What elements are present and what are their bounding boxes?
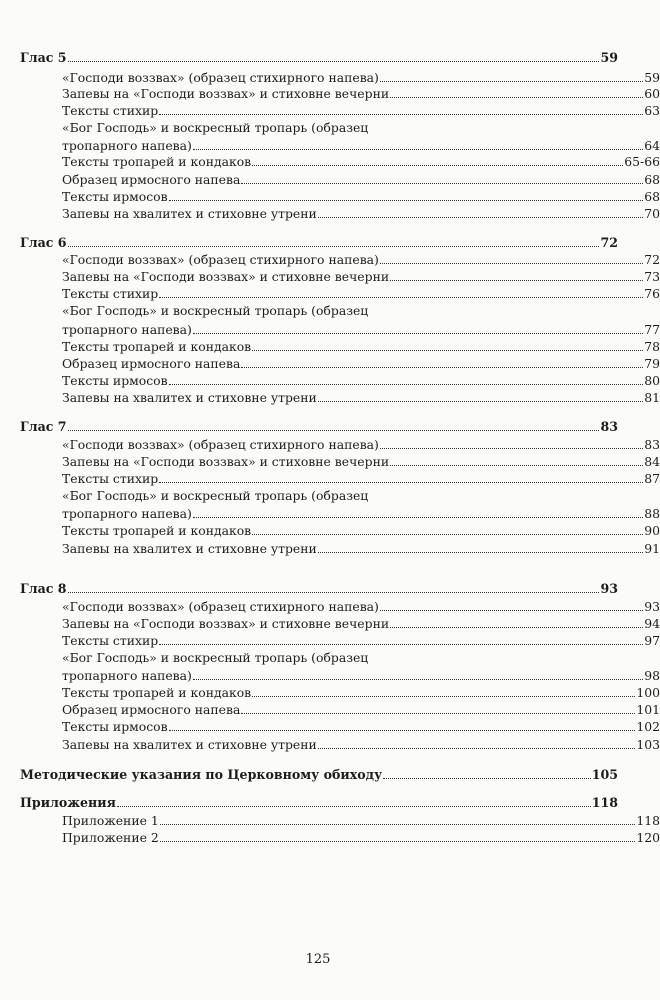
toc-page-number: 68 [644, 172, 660, 187]
dot-leader [159, 643, 643, 645]
toc-label: Тексты стихир [62, 103, 159, 118]
toc-label: «Бог Господь» и воскресный тропарь (образец [62, 488, 369, 503]
toc-label: Запевы на хвалитех и стиховне утрени [62, 390, 317, 405]
toc-label: Тексты тропарей и кондаков [62, 154, 252, 169]
page-number: 125 [305, 952, 331, 967]
toc-page-number: 78 [644, 339, 660, 354]
toc-entry[interactable] [0, 614, 660, 631]
toc-page-number: 88 [644, 506, 660, 521]
toc-entry[interactable] [0, 354, 660, 371]
toc-entry[interactable] [0, 452, 660, 469]
toc-label: Тексты тропарей и кондаков [62, 523, 252, 538]
dot-leader [169, 729, 636, 731]
toc-page-number: 63 [644, 103, 660, 118]
dot-leader [159, 113, 643, 115]
toc-entry[interactable] [0, 267, 660, 284]
toc-page-number: 64 [644, 138, 660, 153]
toc-label: Запевы на хвалитех и стиховне утрени [62, 206, 317, 221]
toc-label: тропарного напева) [62, 506, 192, 521]
dot-leader [252, 533, 643, 535]
toc-label: «Господи воззвах» (образец стихирного напева) [62, 437, 379, 452]
toc-label: «Господи воззвах» (образец стихирного напева) [62, 252, 379, 267]
toc-label: Тексты ирмосов [62, 373, 168, 388]
toc-page-number: 59 [644, 70, 660, 85]
toc-label: Тексты стихир [62, 286, 159, 301]
toc-page-number: 77 [644, 322, 660, 337]
toc-page-number: 94 [644, 616, 660, 631]
toc-label: Глас 6 [20, 235, 67, 250]
toc-page-number: 76 [644, 286, 660, 301]
toc-page-number: 118 [591, 795, 618, 810]
dot-leader [318, 747, 636, 749]
toc-entry[interactable] [0, 388, 660, 405]
toc-entry[interactable] [0, 683, 660, 700]
dot-leader [241, 712, 635, 714]
toc-page-number: 90 [644, 523, 660, 538]
dot-leader [252, 695, 635, 697]
dot-leader [390, 464, 643, 466]
toc-heading[interactable] [0, 579, 618, 596]
toc-page-number: 79 [644, 356, 660, 371]
dot-leader [159, 296, 643, 298]
toc-label: «Господи воззвах» (образец стихирного напева) [62, 599, 379, 614]
toc-label: Запевы на хвалитех и стиховне утрени [62, 541, 317, 556]
toc-label: Тексты тропарей и кондаков [62, 339, 252, 354]
toc-page-number: 83 [600, 419, 618, 434]
toc-entry[interactable] [0, 152, 660, 169]
toc-heading[interactable] [0, 233, 618, 250]
dot-leader [68, 60, 600, 62]
dot-leader [383, 777, 591, 779]
toc-heading[interactable] [0, 765, 618, 782]
dot-leader [390, 96, 643, 98]
toc-entry[interactable] [0, 648, 660, 665]
toc-entry[interactable] [0, 735, 660, 752]
toc-entry[interactable] [0, 301, 660, 318]
toc-page-number: 101 [636, 702, 660, 717]
dot-leader [390, 279, 643, 281]
toc-page-number: 87 [644, 471, 660, 486]
dot-leader [160, 840, 636, 842]
toc-page-number: 70 [644, 206, 660, 221]
toc-label: Глас 5 [20, 50, 67, 65]
dot-leader [159, 481, 643, 483]
toc-page-number: 102 [636, 719, 660, 734]
dot-leader [169, 199, 644, 201]
dot-leader [241, 182, 643, 184]
toc-label: Тексты стихир [62, 633, 159, 648]
toc-entry[interactable] [0, 486, 660, 503]
toc-entry[interactable] [0, 84, 660, 101]
dot-leader [380, 447, 643, 449]
toc-heading[interactable] [0, 48, 618, 65]
toc-label: тропарного напева) [62, 322, 192, 337]
toc-page-number: 100 [636, 685, 660, 700]
dot-leader [193, 148, 643, 150]
dot-leader [380, 262, 643, 264]
toc-heading[interactable] [0, 793, 618, 810]
dot-leader [241, 366, 643, 368]
toc-page-number: 120 [636, 830, 660, 845]
toc-entry[interactable] [0, 320, 660, 337]
dot-leader [193, 678, 643, 680]
toc-page-number: 72 [644, 252, 660, 267]
toc-entry[interactable] [0, 170, 660, 187]
dot-leader [380, 609, 643, 611]
toc-entry[interactable] [0, 828, 660, 845]
dot-leader [252, 164, 623, 166]
toc-entry[interactable] [0, 597, 660, 614]
toc-label: Приложение 2 [62, 830, 159, 845]
toc-entry[interactable] [0, 700, 660, 717]
toc-entry[interactable] [0, 371, 660, 388]
toc-entry[interactable] [0, 469, 660, 486]
toc-label: Запевы на «Господи воззвах» и стиховне вечерни [62, 616, 390, 631]
toc-label: Запевы на «Господи воззвах» и стиховне вечерни [62, 86, 390, 101]
toc-page-number: 103 [636, 737, 660, 752]
toc-entry[interactable] [0, 811, 660, 828]
toc-entry[interactable] [0, 118, 660, 135]
toc-page-number: 118 [636, 813, 660, 828]
toc-label: Методические указания по Церковному обиходу [20, 767, 383, 782]
dot-leader [380, 80, 643, 82]
toc-label: тропарного напева) [62, 668, 192, 683]
dot-leader [169, 383, 644, 385]
toc-entry[interactable] [0, 435, 660, 452]
toc-page-number: 65-66 [624, 154, 660, 169]
dot-leader [390, 626, 643, 628]
toc-label: Запевы на «Господи воззвах» и стиховне вечерни [62, 454, 390, 469]
toc-label: тропарного напева) [62, 138, 192, 153]
dot-leader [318, 216, 643, 218]
dot-leader [193, 332, 643, 334]
toc-page-number: 84 [644, 454, 660, 469]
toc-page-number: 80 [644, 373, 660, 388]
toc-label: Запевы на «Господи воззвах» и стиховне вечерни [62, 269, 390, 284]
toc-label: Приложения [20, 795, 116, 810]
toc-page-number: 72 [600, 235, 618, 250]
toc-label: Глас 7 [20, 419, 67, 434]
toc-label: «Бог Господь» и воскресный тропарь (образец [62, 650, 369, 665]
toc-label: «Бог Господь» и воскресный тропарь (образец [62, 120, 369, 135]
toc-page-number: 98 [644, 668, 660, 683]
toc-label: Запевы на хвалитех и стиховне утрени [62, 737, 317, 752]
dot-leader [193, 516, 643, 518]
toc-page-number: 93 [600, 581, 618, 596]
toc-entry[interactable] [0, 666, 660, 683]
dot-leader [68, 591, 600, 593]
toc-page-number: 81 [644, 390, 660, 405]
toc-page-number: 105 [591, 767, 618, 782]
dot-leader [318, 400, 643, 402]
toc-page-number: 97 [644, 633, 660, 648]
dot-leader [318, 551, 643, 553]
toc-heading[interactable] [0, 417, 618, 434]
toc-label: Тексты стихир [62, 471, 159, 486]
toc-page-number: 83 [644, 437, 660, 452]
toc-page-number: 68 [644, 189, 660, 204]
dot-leader [252, 349, 643, 351]
toc-entry[interactable] [0, 68, 660, 85]
toc-label: Образец ирмосного напева [62, 356, 241, 371]
toc-label: Глас 8 [20, 581, 67, 596]
toc-page-number: 93 [644, 599, 660, 614]
toc-label: Тексты ирмосов [62, 719, 168, 734]
toc-page-number: 60 [644, 86, 660, 101]
toc-entry[interactable] [0, 284, 660, 301]
toc-label: Образец ирмосного напева [62, 702, 241, 717]
toc-label: Образец ирмосного напева [62, 172, 241, 187]
toc-entry[interactable] [0, 717, 660, 734]
dot-leader [117, 805, 591, 807]
dot-leader [160, 823, 636, 825]
toc-page-number: 91 [644, 541, 660, 556]
toc-label: «Господи воззвах» (образец стихирного напева) [62, 70, 379, 85]
toc-label: «Бог Господь» и воскресный тропарь (образец [62, 303, 369, 318]
toc-label: Тексты ирмосов [62, 189, 168, 204]
toc-label: Приложение 1 [62, 813, 159, 828]
dot-leader [68, 429, 600, 431]
toc-entry[interactable] [0, 337, 660, 354]
toc-entry[interactable] [0, 504, 660, 521]
toc-entry[interactable] [0, 187, 660, 204]
toc-entry[interactable] [0, 250, 660, 267]
toc-entry[interactable] [0, 136, 660, 153]
toc-page-number: 59 [600, 50, 618, 65]
toc-entry[interactable] [0, 539, 660, 556]
toc-page-number: 73 [644, 269, 660, 284]
toc-entry[interactable] [0, 101, 660, 118]
toc-label: Тексты тропарей и кондаков [62, 685, 252, 700]
dot-leader [68, 245, 600, 247]
toc-entry[interactable] [0, 204, 660, 221]
toc-entry[interactable] [0, 631, 660, 648]
toc-entry[interactable] [0, 521, 660, 538]
